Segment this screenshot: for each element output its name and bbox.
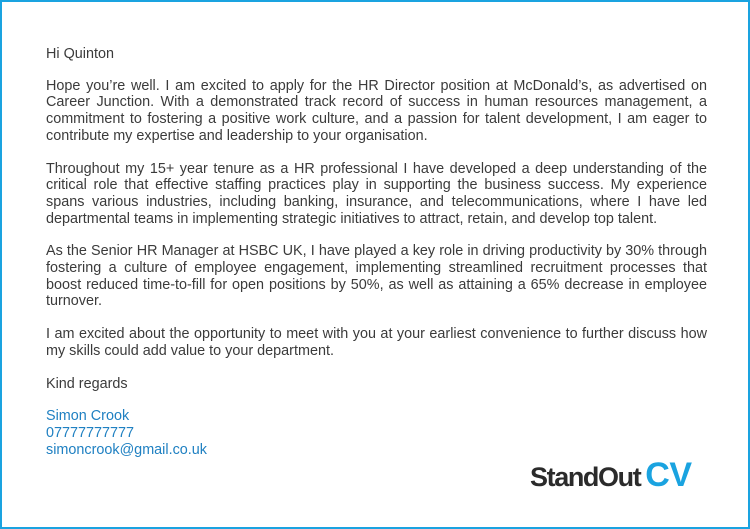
paragraph-achievements: As the Senior HR Manager at HSBC UK, I have played a key role in driving productivity by 30% through fostering a culture of employee engagement, implementing streamlined recruitment processes that boost reduced time-to-fill for open positions by 50%, as well as attaining a 65% decrease in employee turnover. <box>46 243 707 310</box>
paragraph-closing-request: I am excited about the opportunity to meet with you at your earliest convenience to further discuss how my skills could add value to your department. <box>46 326 707 359</box>
signature-phone: 07777777777 <box>46 425 135 442</box>
greeting: Hi Quinton <box>46 46 114 62</box>
sign-off: Kind regards <box>46 375 128 392</box>
signature-name: Simon Crook <box>46 408 130 425</box>
paragraph-experience: Throughout my 15+ year tenure as a HR professional I have developed a deep understanding of the critical role that effective staffing practices play in supporting the business success. My experience spans various industries, including banking, insurance, and telecommunications, where I have led departmental teams in implementing strategic initiatives to attract, retain, and develop top talent. <box>46 160 707 227</box>
letter-body <box>46 46 707 459</box>
logo-cv-mark: CV <box>645 456 692 494</box>
standout-cv-logo <box>530 452 692 492</box>
paragraph-intro: Hope you’re well. I am excited to apply for the HR Director position at McDonald’s, as advertised on Career Junction. With a demonstrated track record of success in human resources management, a commitment to fostering a positive work culture, and a passion for talent development, I am eager to contribute my expertise and leadership to your organisation. <box>46 77 707 144</box>
logo-wordmark: StandOut <box>530 462 641 492</box>
signature-email: simoncrook@gmail.co.uk <box>46 442 207 459</box>
